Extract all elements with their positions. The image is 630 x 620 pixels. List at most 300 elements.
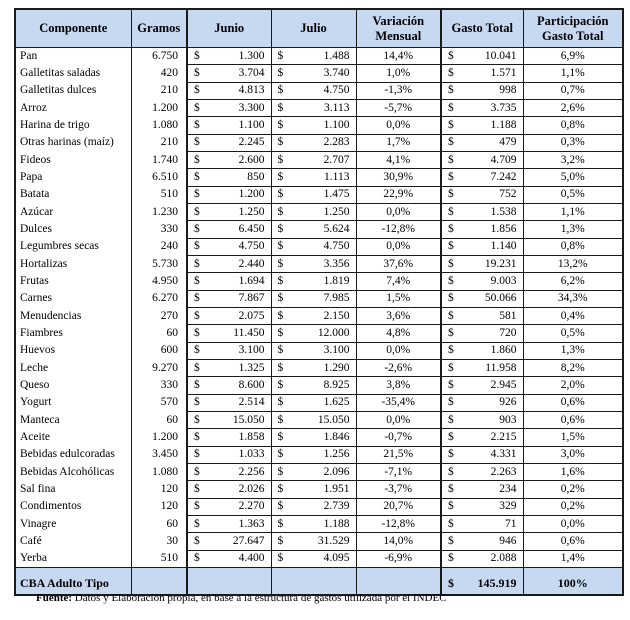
gramos-cell: 6.270 — [131, 290, 187, 307]
gasto-total-cell — [441, 99, 523, 116]
table-header — [15, 9, 623, 48]
cba-table — [14, 8, 624, 596]
variacion-cell: -3,7% — [356, 481, 441, 498]
gasto-total-cell — [441, 48, 523, 65]
currency-symbol: $ — [448, 49, 454, 62]
gasto-total-value: 926 — [499, 396, 517, 409]
junio-value: 7.867 — [238, 292, 265, 305]
julio-value: 3.356 — [323, 257, 350, 270]
variacion-cell: 0,0% — [356, 117, 441, 134]
currency-symbol: $ — [277, 257, 284, 270]
junio-value: 2.026 — [238, 482, 265, 495]
gramos-cell: 1.200 — [131, 99, 187, 116]
gasto-total-value: 1.571 — [490, 66, 517, 79]
variacion-cell: -1,3% — [356, 82, 441, 99]
julio-cell — [271, 481, 356, 498]
currency-symbol: $ — [448, 396, 454, 409]
currency-symbol: $ — [194, 552, 200, 565]
variacion-cell: 0,0% — [356, 238, 441, 255]
gasto-total-value: 1.856 — [490, 222, 517, 235]
participacion-cell: 0,6% — [523, 394, 623, 411]
gasto-total-cell — [441, 290, 523, 307]
component-cell: Harina de trigo — [15, 117, 131, 134]
currency-symbol: $ — [448, 482, 454, 495]
currency-symbol: $ — [277, 326, 284, 339]
gasto-total-cell — [441, 498, 523, 515]
junio-cell — [187, 377, 271, 394]
currency-symbol: $ — [448, 101, 454, 114]
participacion-cell: 0,8% — [523, 238, 623, 255]
gasto-total-cell — [441, 203, 523, 220]
julio-cell — [271, 151, 356, 168]
currency-symbol: $ — [448, 205, 454, 218]
junio-value: 850 — [247, 170, 265, 183]
component-cell: Batata — [15, 186, 131, 203]
currency-symbol: $ — [448, 240, 454, 253]
currency-symbol: $ — [194, 136, 200, 149]
variacion-cell: 14,4% — [356, 48, 441, 65]
component-cell: Galletitas dulces — [15, 82, 131, 99]
julio-cell — [271, 221, 356, 238]
header-componente: Componente — [15, 9, 131, 48]
currency-symbol: $ — [448, 413, 454, 426]
currency-symbol: $ — [277, 465, 284, 478]
component-cell: Yogurt — [15, 394, 131, 411]
julio-value: 31.529 — [317, 534, 350, 547]
julio-cell — [271, 117, 356, 134]
table-row — [15, 186, 623, 203]
component-cell: Galletitas saladas — [15, 65, 131, 82]
component-cell: Otras harinas (maíz) — [15, 134, 131, 151]
junio-cell — [187, 411, 271, 428]
julio-cell — [271, 463, 356, 480]
gasto-total-cell — [441, 359, 523, 376]
julio-value: 2.707 — [323, 153, 350, 166]
source-note — [36, 592, 447, 604]
source-note-label: Fuente: — [36, 592, 73, 604]
variacion-cell: -12,8% — [356, 515, 441, 532]
currency-symbol: $ — [448, 344, 454, 357]
julio-value: 1.100 — [323, 118, 350, 131]
currency-symbol: $ — [194, 205, 200, 218]
julio-value: 3.113 — [324, 101, 350, 114]
junio-value: 3.300 — [238, 101, 265, 114]
variacion-cell: 0,0% — [356, 203, 441, 220]
julio-value: 3.740 — [323, 66, 350, 79]
currency-symbol: $ — [277, 292, 284, 305]
junio-cell — [187, 48, 271, 65]
junio-value: 2.270 — [238, 500, 265, 513]
currency-symbol: $ — [277, 84, 284, 97]
currency-symbol: $ — [194, 361, 200, 374]
gasto-total-value: 1.188 — [490, 118, 517, 131]
julio-cell — [271, 429, 356, 446]
total-gramos-cell — [131, 567, 187, 595]
julio-cell — [271, 411, 356, 428]
table-row — [15, 82, 623, 99]
junio-value: 1.694 — [238, 274, 265, 287]
total-junio-cell — [187, 567, 271, 595]
gasto-total-value: 903 — [499, 413, 517, 426]
gasto-total-cell — [441, 394, 523, 411]
currency-symbol: $ — [277, 66, 284, 79]
table-row — [15, 394, 623, 411]
julio-value: 8.925 — [323, 378, 350, 391]
junio-cell — [187, 255, 271, 272]
table-footer — [15, 567, 623, 595]
currency-symbol: $ — [277, 361, 284, 374]
julio-cell — [271, 169, 356, 186]
variacion-cell: 20,7% — [356, 498, 441, 515]
julio-value: 5.624 — [323, 222, 350, 235]
julio-cell — [271, 550, 356, 567]
currency-symbol: $ — [194, 292, 200, 305]
total-gasto-value: 145.919 — [477, 575, 517, 590]
header-gasto-total: Gasto Total — [441, 9, 523, 48]
participacion-cell: 3,0% — [523, 446, 623, 463]
gramos-cell: 60 — [131, 515, 187, 532]
header-gramos: Gramos — [131, 9, 187, 48]
table-row — [15, 429, 623, 446]
table-row — [15, 515, 623, 532]
junio-value: 1.300 — [238, 49, 265, 62]
gramos-cell: 270 — [131, 307, 187, 324]
gramos-cell: 210 — [131, 82, 187, 99]
variacion-cell: -12,8% — [356, 221, 441, 238]
currency-symbol: $ — [194, 309, 200, 322]
component-cell: Legumbres secas — [15, 238, 131, 255]
component-cell: Menudencias — [15, 307, 131, 324]
variacion-cell: -35,4% — [356, 394, 441, 411]
table-row — [15, 463, 623, 480]
component-cell: Arroz — [15, 99, 131, 116]
gasto-total-value: 7.242 — [490, 170, 517, 183]
table-row — [15, 65, 623, 82]
total-variacion-cell — [356, 567, 441, 595]
junio-cell — [187, 290, 271, 307]
currency-symbol: $ — [277, 188, 284, 201]
gramos-cell: 1.080 — [131, 463, 187, 480]
julio-cell — [271, 186, 356, 203]
currency-symbol: $ — [448, 465, 454, 478]
gasto-total-cell — [441, 273, 523, 290]
julio-cell — [271, 394, 356, 411]
gramos-cell: 60 — [131, 325, 187, 342]
variacion-cell: 30,9% — [356, 169, 441, 186]
gramos-cell: 330 — [131, 221, 187, 238]
julio-cell — [271, 325, 356, 342]
gasto-total-cell — [441, 238, 523, 255]
component-cell: Dulces — [15, 221, 131, 238]
currency-symbol: $ — [448, 66, 454, 79]
junio-cell — [187, 238, 271, 255]
junio-value: 8.600 — [238, 378, 265, 391]
gasto-total-cell — [441, 463, 523, 480]
gramos-cell: 1.230 — [131, 203, 187, 220]
participacion-cell: 1,6% — [523, 463, 623, 480]
gasto-total-cell — [441, 134, 523, 151]
julio-cell — [271, 533, 356, 550]
participacion-cell: 0,5% — [523, 325, 623, 342]
currency-symbol: $ — [277, 482, 284, 495]
junio-cell — [187, 550, 271, 567]
currency-symbol: $ — [194, 257, 200, 270]
variacion-cell: 3,6% — [356, 307, 441, 324]
component-cell: Hortalizas — [15, 255, 131, 272]
currency-symbol: $ — [448, 534, 454, 547]
table-row — [15, 99, 623, 116]
participacion-cell: 0,2% — [523, 481, 623, 498]
currency-symbol: $ — [277, 101, 284, 114]
currency-symbol: $ — [277, 413, 284, 426]
participacion-cell: 0,5% — [523, 186, 623, 203]
total-label-cell: CBA Adulto Tipo — [15, 567, 131, 595]
gramos-cell: 600 — [131, 342, 187, 359]
table-row — [15, 117, 623, 134]
table-row — [15, 221, 623, 238]
variacion-cell: -0,7% — [356, 429, 441, 446]
variacion-cell: 3,8% — [356, 377, 441, 394]
gasto-total-value: 2.215 — [490, 430, 517, 443]
gramos-cell: 3.450 — [131, 446, 187, 463]
junio-value: 4.813 — [238, 84, 265, 97]
gasto-total-value: 3.735 — [490, 101, 517, 114]
junio-value: 2.075 — [238, 309, 265, 322]
source-note-text: Datos y Elaboración propia, en base a la estructura de gastos utilizada por el INDEC — [72, 592, 447, 604]
table-row — [15, 169, 623, 186]
junio-cell — [187, 533, 271, 550]
julio-value: 1.625 — [323, 396, 350, 409]
julio-cell — [271, 65, 356, 82]
julio-cell — [271, 342, 356, 359]
junio-value: 1.033 — [238, 448, 265, 461]
julio-value: 1.290 — [323, 361, 350, 374]
participacion-cell: 1,5% — [523, 429, 623, 446]
currency-symbol: $ — [194, 101, 200, 114]
gasto-total-cell — [441, 550, 523, 567]
gasto-total-cell — [441, 325, 523, 342]
gasto-total-cell — [441, 446, 523, 463]
currency-symbol: $ — [194, 344, 200, 357]
junio-value: 2.600 — [238, 153, 265, 166]
currency-symbol: $ — [277, 448, 284, 461]
participacion-cell: 0,7% — [523, 82, 623, 99]
julio-value: 7.985 — [323, 292, 350, 305]
currency-symbol: $ — [277, 396, 284, 409]
julio-value: 2.150 — [323, 309, 350, 322]
component-cell: Manteca — [15, 411, 131, 428]
gasto-total-cell — [441, 533, 523, 550]
gramos-cell: 30 — [131, 533, 187, 550]
julio-cell — [271, 48, 356, 65]
currency-symbol: $ — [277, 552, 284, 565]
gramos-cell: 1.080 — [131, 117, 187, 134]
junio-value: 1.363 — [238, 517, 265, 530]
currency-symbol: $ — [277, 222, 284, 235]
gasto-total-value: 2.945 — [490, 378, 517, 391]
currency-symbol: $ — [448, 500, 454, 513]
currency-symbol: $ — [277, 517, 284, 530]
gramos-cell: 330 — [131, 377, 187, 394]
gasto-total-value: 19.231 — [484, 257, 517, 270]
currency-symbol: $ — [194, 430, 200, 443]
variacion-cell: 37,6% — [356, 255, 441, 272]
junio-cell — [187, 359, 271, 376]
currency-symbol: $ — [194, 84, 200, 97]
julio-cell — [271, 307, 356, 324]
table-row — [15, 255, 623, 272]
component-cell: Yerba — [15, 550, 131, 567]
gasto-total-cell — [441, 186, 523, 203]
gasto-total-value: 720 — [499, 326, 517, 339]
variacion-cell: -2,6% — [356, 359, 441, 376]
junio-value: 3.704 — [238, 66, 265, 79]
gasto-total-value: 581 — [499, 309, 517, 322]
gasto-total-value: 998 — [499, 84, 517, 97]
currency-symbol: $ — [277, 430, 284, 443]
table-row — [15, 411, 623, 428]
currency-symbol: $ — [448, 448, 454, 461]
gasto-total-value: 234 — [499, 482, 517, 495]
junio-cell — [187, 134, 271, 151]
julio-value: 1.488 — [323, 49, 350, 62]
currency-symbol: $ — [194, 517, 200, 530]
variacion-cell: 1,7% — [356, 134, 441, 151]
currency-symbol: $ — [448, 430, 454, 443]
junio-value: 15.050 — [232, 413, 265, 426]
currency-symbol: $ — [277, 136, 284, 149]
junio-cell — [187, 446, 271, 463]
variacion-cell: 4,8% — [356, 325, 441, 342]
julio-cell — [271, 203, 356, 220]
junio-cell — [187, 151, 271, 168]
table-row — [15, 238, 623, 255]
table-row — [15, 446, 623, 463]
currency-symbol: $ — [448, 361, 454, 374]
component-cell: Huevos — [15, 342, 131, 359]
table-row — [15, 134, 623, 151]
junio-cell — [187, 342, 271, 359]
junio-cell — [187, 82, 271, 99]
gasto-total-value: 71 — [505, 517, 517, 530]
currency-symbol: $ — [448, 222, 454, 235]
component-cell: Leche — [15, 359, 131, 376]
currency-symbol: $ — [277, 240, 284, 253]
gasto-total-cell — [441, 151, 523, 168]
julio-value: 1.188 — [323, 517, 350, 530]
currency-symbol: $ — [448, 84, 454, 97]
component-cell: Bebidas edulcoradas — [15, 446, 131, 463]
total-julio-cell — [271, 567, 356, 595]
julio-cell — [271, 377, 356, 394]
junio-cell — [187, 307, 271, 324]
gramos-cell: 120 — [131, 498, 187, 515]
currency-symbol: $ — [194, 500, 200, 513]
gasto-total-cell — [441, 255, 523, 272]
julio-value: 2.096 — [323, 465, 350, 478]
table-row — [15, 48, 623, 65]
currency-symbol: $ — [277, 309, 284, 322]
gramos-cell: 6.510 — [131, 169, 187, 186]
junio-value: 2.256 — [238, 465, 265, 478]
component-cell: Frutas — [15, 273, 131, 290]
total-gasto-cell — [441, 567, 523, 595]
participacion-cell: 3,2% — [523, 151, 623, 168]
component-cell: Bebidas Alcohólicas — [15, 463, 131, 480]
gasto-total-value: 752 — [499, 188, 517, 201]
julio-cell — [271, 290, 356, 307]
participacion-cell: 0,2% — [523, 498, 623, 515]
julio-cell — [271, 99, 356, 116]
gramos-cell: 1.200 — [131, 429, 187, 446]
variacion-cell: 21,5% — [356, 446, 441, 463]
participacion-cell: 2,0% — [523, 377, 623, 394]
participacion-cell: 1,1% — [523, 203, 623, 220]
participacion-cell: 34,3% — [523, 290, 623, 307]
header-julio: Julio — [271, 9, 356, 48]
gasto-total-value: 329 — [499, 500, 517, 513]
currency-symbol: $ — [194, 448, 200, 461]
table-body — [15, 48, 623, 568]
julio-cell — [271, 273, 356, 290]
currency-symbol: $ — [277, 274, 284, 287]
junio-cell — [187, 221, 271, 238]
currency-symbol: $ — [448, 153, 454, 166]
participacion-cell: 2,6% — [523, 99, 623, 116]
currency-symbol: $ — [448, 575, 454, 590]
total-row — [15, 567, 623, 595]
junio-cell — [187, 117, 271, 134]
component-cell: Fiambres — [15, 325, 131, 342]
currency-symbol: $ — [448, 274, 454, 287]
component-cell: Pan — [15, 48, 131, 65]
variacion-cell: -5,7% — [356, 99, 441, 116]
julio-value: 1.819 — [323, 274, 350, 287]
currency-symbol: $ — [194, 274, 200, 287]
gasto-total-cell — [441, 82, 523, 99]
currency-symbol: $ — [277, 205, 284, 218]
participacion-cell: 1,3% — [523, 342, 623, 359]
gramos-cell: 510 — [131, 186, 187, 203]
variacion-cell: 4,1% — [356, 151, 441, 168]
currency-symbol: $ — [448, 552, 454, 565]
table-row — [15, 151, 623, 168]
junio-cell — [187, 394, 271, 411]
component-cell: Aceite — [15, 429, 131, 446]
junio-value: 4.400 — [238, 552, 265, 565]
participacion-cell: 0,4% — [523, 307, 623, 324]
junio-value: 1.100 — [238, 118, 265, 131]
variacion-cell: 1,5% — [356, 290, 441, 307]
currency-symbol: $ — [194, 413, 200, 426]
gramos-cell: 510 — [131, 550, 187, 567]
currency-symbol: $ — [194, 49, 200, 62]
junio-value: 4.750 — [238, 240, 265, 253]
gasto-total-cell — [441, 221, 523, 238]
header-row — [15, 9, 623, 48]
gasto-total-value: 4.709 — [490, 153, 517, 166]
participacion-cell: 6,9% — [523, 48, 623, 65]
currency-symbol: $ — [448, 188, 454, 201]
junio-value: 11.450 — [233, 326, 265, 339]
junio-cell — [187, 463, 271, 480]
gasto-total-value: 50.066 — [484, 292, 517, 305]
variacion-cell: 22,9% — [356, 186, 441, 203]
currency-symbol: $ — [194, 188, 200, 201]
currency-symbol: $ — [194, 240, 200, 253]
julio-value: 1.113 — [324, 170, 350, 183]
currency-symbol: $ — [194, 465, 200, 478]
